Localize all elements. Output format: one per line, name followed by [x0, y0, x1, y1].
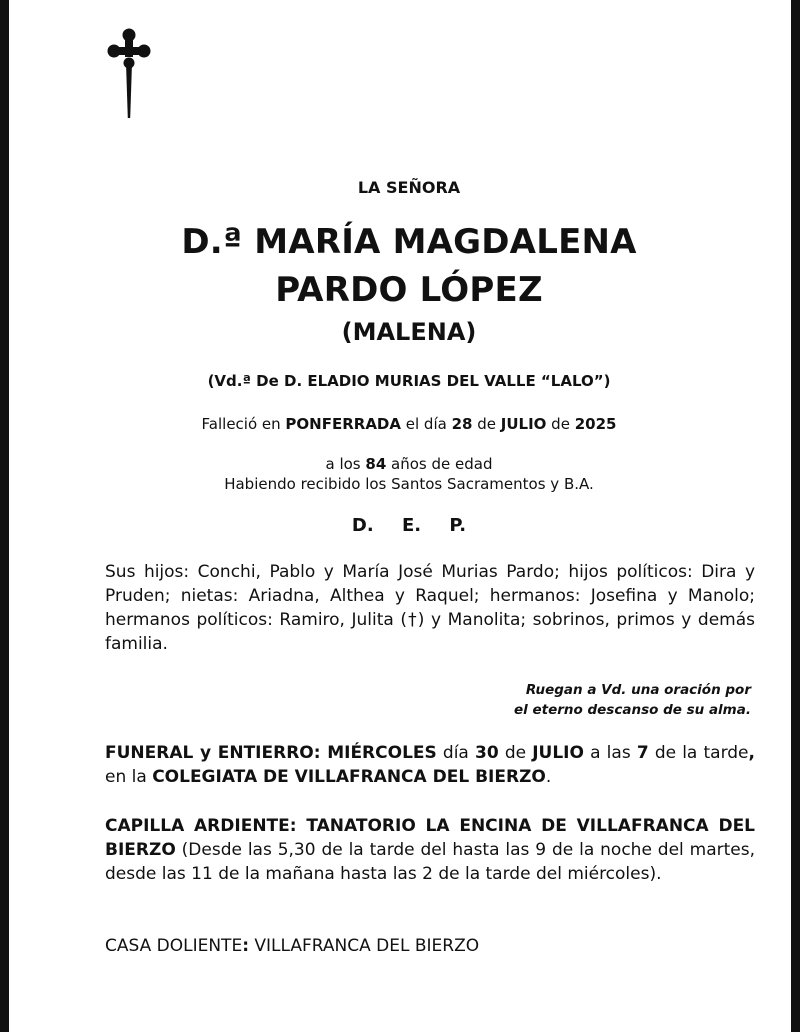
- funeral-place: COLEGIATA DE VILLAFRANCA DEL BIERZO: [152, 767, 546, 787]
- age-block: [9, 454, 800, 494]
- capilla-paragraph: CAPILLA ARDIENTE: TANATORIO LA ENCINA DE VILLAFRANCA DEL BIERZO (Desde las 5,30 de la tarde del hasta las 9 de la noche del martes, desde las 11 de la mañana hasta las 2 de la tarde del miércoles).: [105, 816, 756, 884]
- deceased-name-line-2: PARDO LÓPEZ: [275, 270, 543, 310]
- death-year: 2025: [574, 415, 617, 433]
- age-line: a los 84 años de edad: [325, 455, 493, 473]
- death-month: JULIO: [500, 415, 547, 433]
- age-years: 84: [365, 455, 387, 473]
- funeral-label: FUNERAL y ENTIERRO: MIÉRCOLES: [105, 743, 437, 763]
- deceased-name-line-1: D.ª MARÍA MAGDALENA: [181, 222, 637, 262]
- casa-doliente: CASA DOLIENTE: VILLAFRANCA DEL BIERZO: [105, 936, 480, 956]
- prayer-request: Ruegan a Vd. una oración por el eterno descanso de su alma.: [514, 682, 751, 718]
- death-line: Falleció en PONFERRADA el día 28 de JULIO de 2025: [201, 415, 617, 433]
- heading: LA SEÑORA: [357, 178, 461, 197]
- cross-icon: [106, 27, 152, 119]
- funeral-paragraph: FUNERAL y ENTIERRO: MIÉRCOLES día 30 de JULIO a las 7 de la tarde, en la COLEGIATA DE VILLAFRANCA DEL BIERZO.: [105, 743, 755, 787]
- dep-line: D. E. P.: [351, 515, 467, 536]
- capilla-place: TANATORIO LA ENCINA DE VILLAFRANCA DEL BIERZO: [105, 816, 756, 860]
- death-day: 28: [451, 415, 473, 433]
- family-paragraph: Sus hijos: Conchi, Pablo y María José Murias Pardo; hijos políticos: Dira y Pruden; nietas: Ariadna, Althea y Raquel; hermanos: Josefina y Manolo; hermanos políticos: Ramiro, Julita (†) y Manolita; sobrinos, primos y demás familia.: [105, 562, 755, 654]
- sacraments-line: Habiendo recibido los Santos Sacramentos y B.A.: [224, 475, 594, 493]
- capilla-label: CAPILLA ARDIENTE: [105, 816, 290, 836]
- death-place: PONFERRADA: [285, 415, 401, 433]
- deceased-nickname: (MALENA): [341, 318, 477, 346]
- widow-line: (Vd.ª De D. ELADIO MURIAS DEL VALLE “LALO”): [207, 372, 611, 390]
